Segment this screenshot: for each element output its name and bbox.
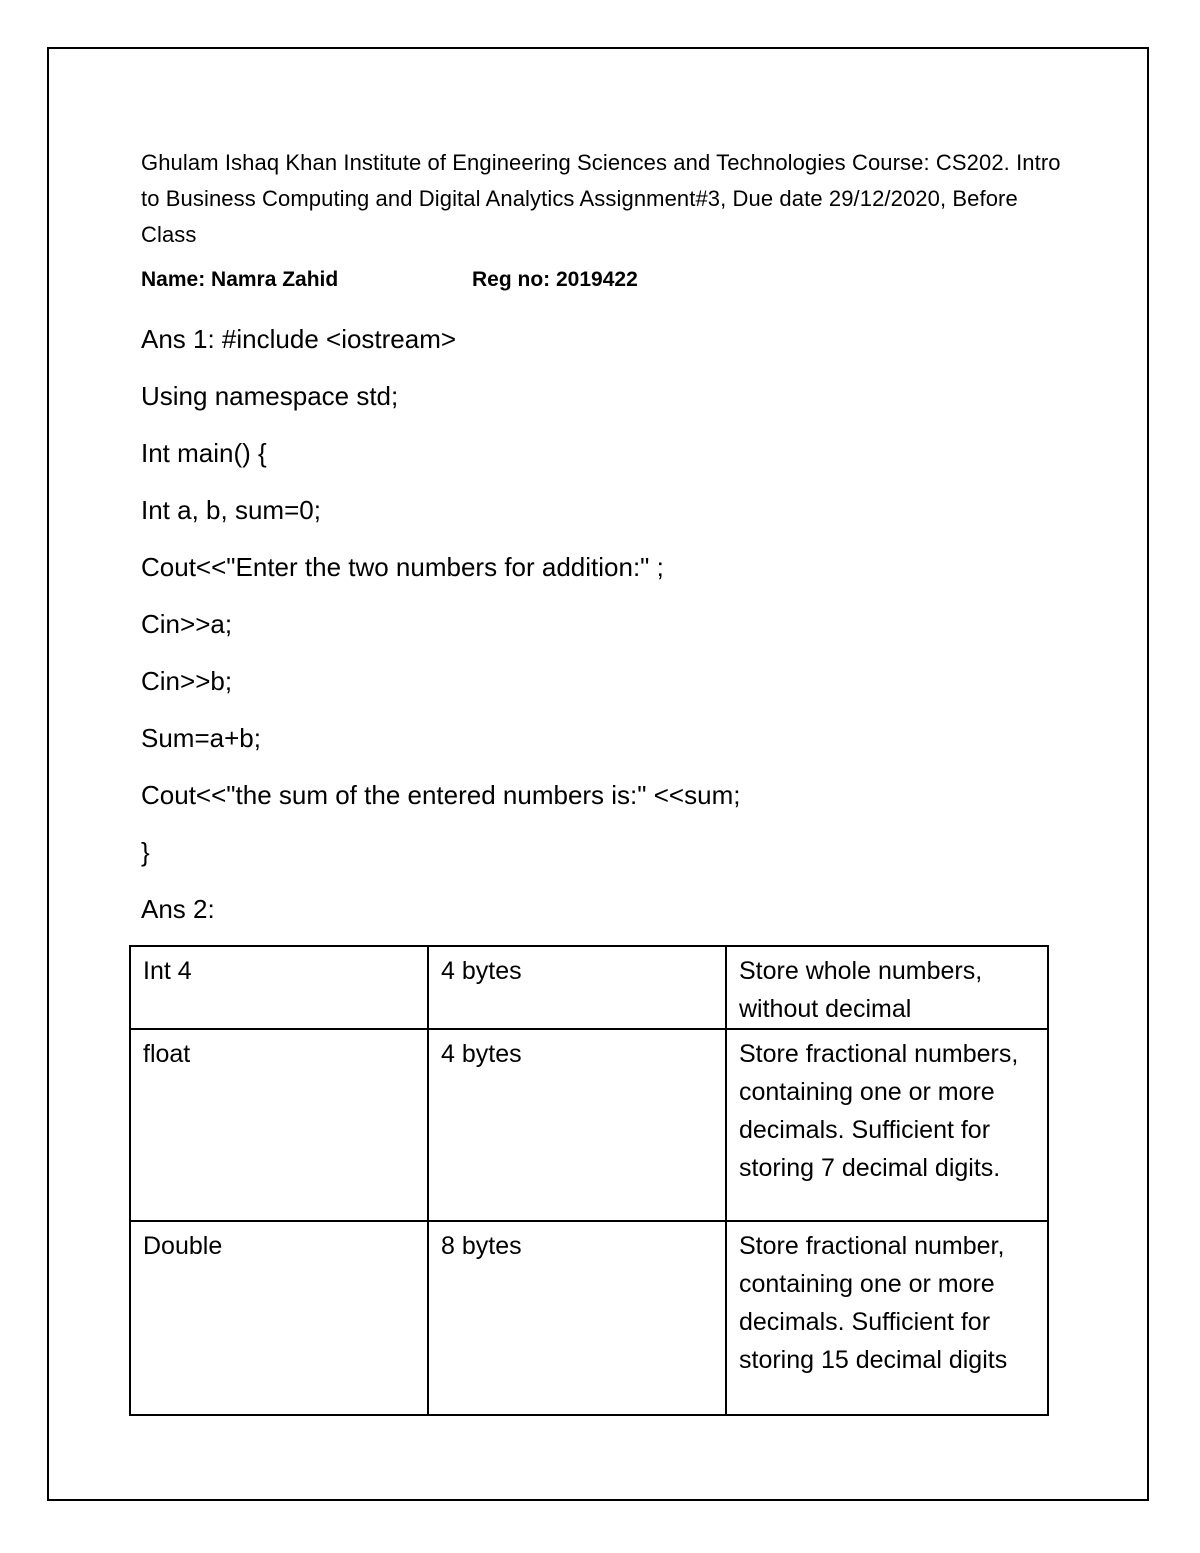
answer-2-label: Ans 2: (141, 894, 215, 924)
student-name: Name: Namra Zahid (141, 268, 339, 291)
code-line: Cout<<"the sum of the entered numbers is:" <<sum; (141, 780, 741, 810)
size-cell: 4 bytes (428, 946, 726, 1029)
code-line: Cin>>b; (141, 666, 233, 696)
type-cell: Double (130, 1221, 428, 1415)
code-line: } (141, 837, 150, 867)
code-line: Cout<<"Enter the two numbers for addition:" ; (141, 552, 664, 582)
data-types-table (129, 945, 1049, 1416)
code-line: Int a, b, sum=0; (141, 495, 321, 525)
description-cell: Store fractional numbers, containing one or more decimals. Sufficient for storing 7 decimal digits. (726, 1029, 1048, 1221)
code-line: Cin>>a; (141, 609, 233, 639)
description-cell: Store whole numbers, without decimal (726, 946, 1048, 1029)
table-row (130, 1029, 1048, 1221)
table-row (130, 946, 1048, 1029)
code-line: Int main() { (141, 438, 267, 468)
table-row (130, 1221, 1048, 1415)
student-info-row (141, 268, 941, 302)
answer-1-line: Ans 1: #include <iostream> (141, 324, 457, 354)
size-cell: 8 bytes (428, 1221, 726, 1415)
type-cell: float (130, 1029, 428, 1221)
type-cell: Int 4 (130, 946, 428, 1029)
code-line: Sum=a+b; (141, 723, 261, 753)
code-line: Using namespace std; (141, 381, 399, 411)
registration-number: Reg no: 2019422 (472, 268, 638, 291)
assignment-header: Ghulam Ishaq Khan Institute of Engineering Sciences and Technologies Course: CS202. Intro to Business Computing and Digital Analytics Assignment#3, Due date 29/12/2020, Before Class (141, 150, 1061, 247)
description-cell: Store fractional number, containing one or more decimals. Sufficient for storing 15 decimal digits (726, 1221, 1048, 1415)
size-cell: 4 bytes (428, 1029, 726, 1221)
